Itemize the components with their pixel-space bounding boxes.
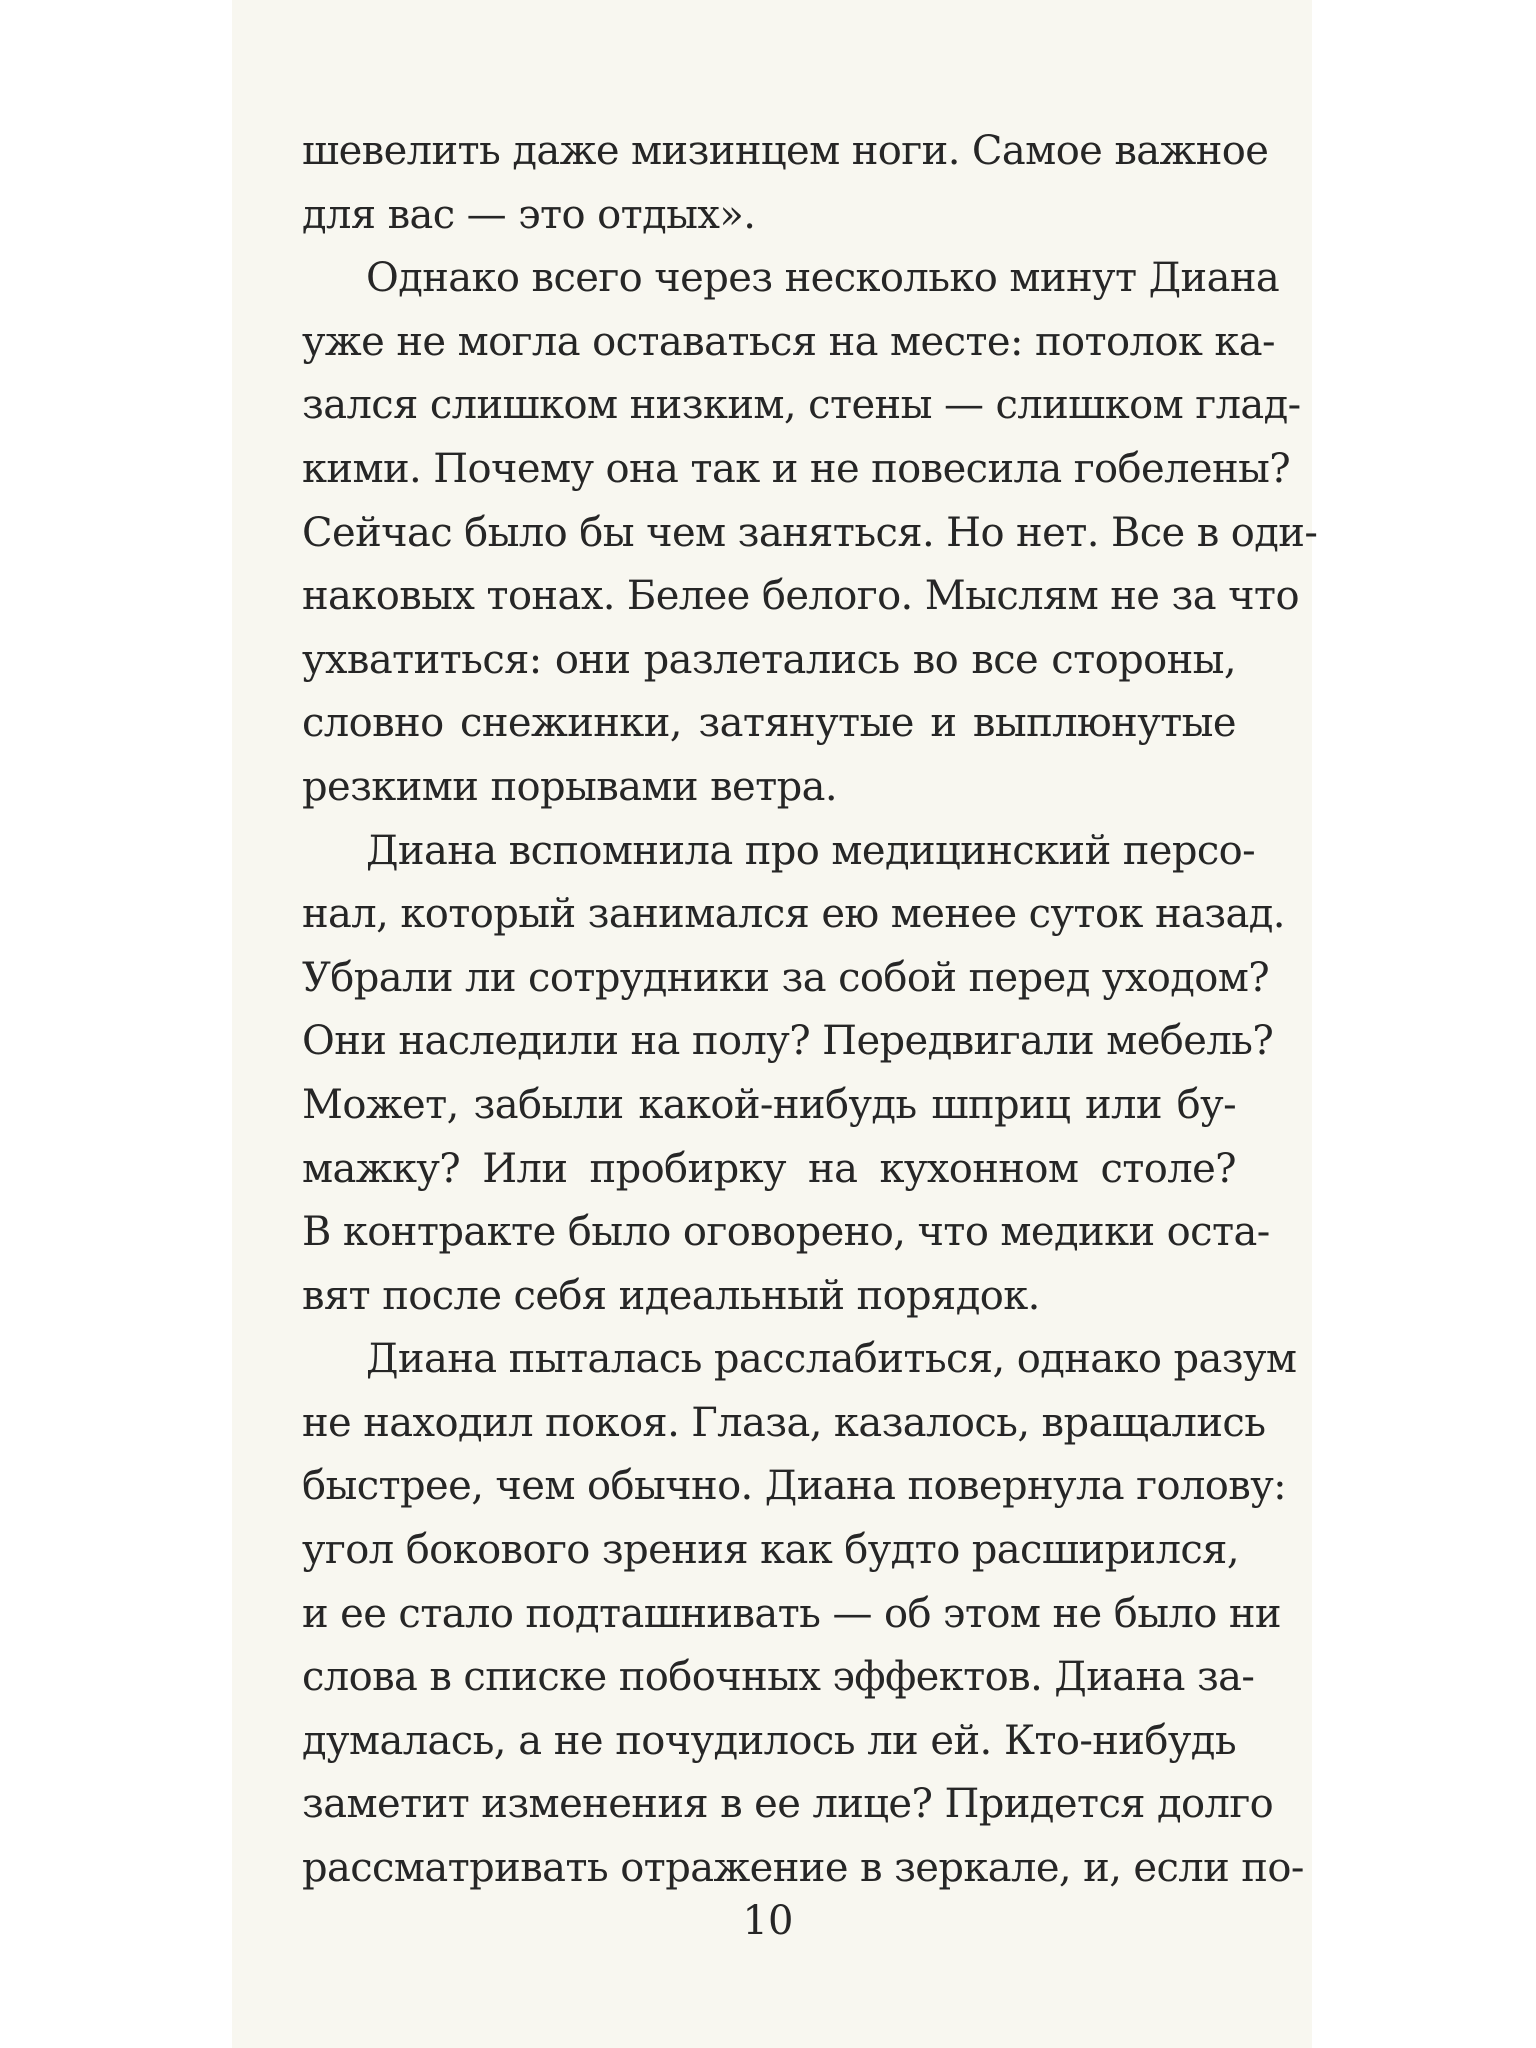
text-line: угол бокового зрения как будто расширился, (302, 1527, 1239, 1574)
text-line: слова в списке побочных эффектов. Диана за- (302, 1654, 1255, 1701)
text-line: словно снежинки, затянутые и выплюнутые (302, 700, 1236, 747)
text-line: Однако всего через несколько минут Диана (366, 255, 1280, 302)
text-line: уже не могла оставаться на месте: потолок ка- (302, 318, 1275, 365)
text-line: вят после себя идеальный порядок. (302, 1272, 1040, 1319)
text-line: думалась, а не почудилось ли ей. Кто-нибудь (302, 1717, 1236, 1764)
text-line: Может, забыли какой-нибудь шприц или бу- (302, 1081, 1236, 1128)
text-line: не находил покоя. Глаза, казалось, вращались (302, 1399, 1266, 1446)
text-line: Диана вспомнила про медицинский персо- (366, 827, 1256, 874)
text-line: Сейчас было бы чем заняться. Но нет. Все в оди- (302, 509, 1318, 556)
text-line: Они наследили на полу? Передвигали мебель? (302, 1018, 1274, 1065)
page-number: 10 (742, 1898, 794, 1944)
text-line: наковых тонах. Белее белого. Мыслям не за что (302, 573, 1299, 620)
text-line: быстрее, чем обычно. Диана повернула голову: (302, 1463, 1287, 1510)
text-line: рассматривать отражение в зеркале, и, если по- (302, 1845, 1304, 1892)
text-line: шевелить даже мизинцем ноги. Самое важное (302, 128, 1269, 174)
text-line: ухватиться: они разлетались во все стороны, (302, 636, 1236, 683)
text-line: кими. Почему она так и не повесила гобелены? (302, 445, 1291, 492)
text-line: заметит изменения в ее лице? Придется долго (302, 1781, 1274, 1828)
text-line: для вас — это отдых». (302, 191, 756, 238)
text-line: мажку? Или пробирку на кухонном столе? (302, 1145, 1236, 1192)
text-line: и ее стало подташнивать — об этом не было ни (302, 1590, 1281, 1637)
text-line: резкими порывами ветра. (302, 763, 837, 810)
text-line: Убрали ли сотрудники за собой перед уходом? (302, 954, 1270, 1001)
text-line: В контракте было оговорено, что медики оста- (302, 1209, 1270, 1256)
body-text (302, 120, 1318, 1901)
text-line: Диана пыталась расслабиться, однако разум (366, 1336, 1297, 1383)
text-line: нал, который занимался ею менее суток назад. (302, 891, 1285, 938)
text-line: зался слишком низким, стены — слишком глад- (302, 382, 1301, 429)
